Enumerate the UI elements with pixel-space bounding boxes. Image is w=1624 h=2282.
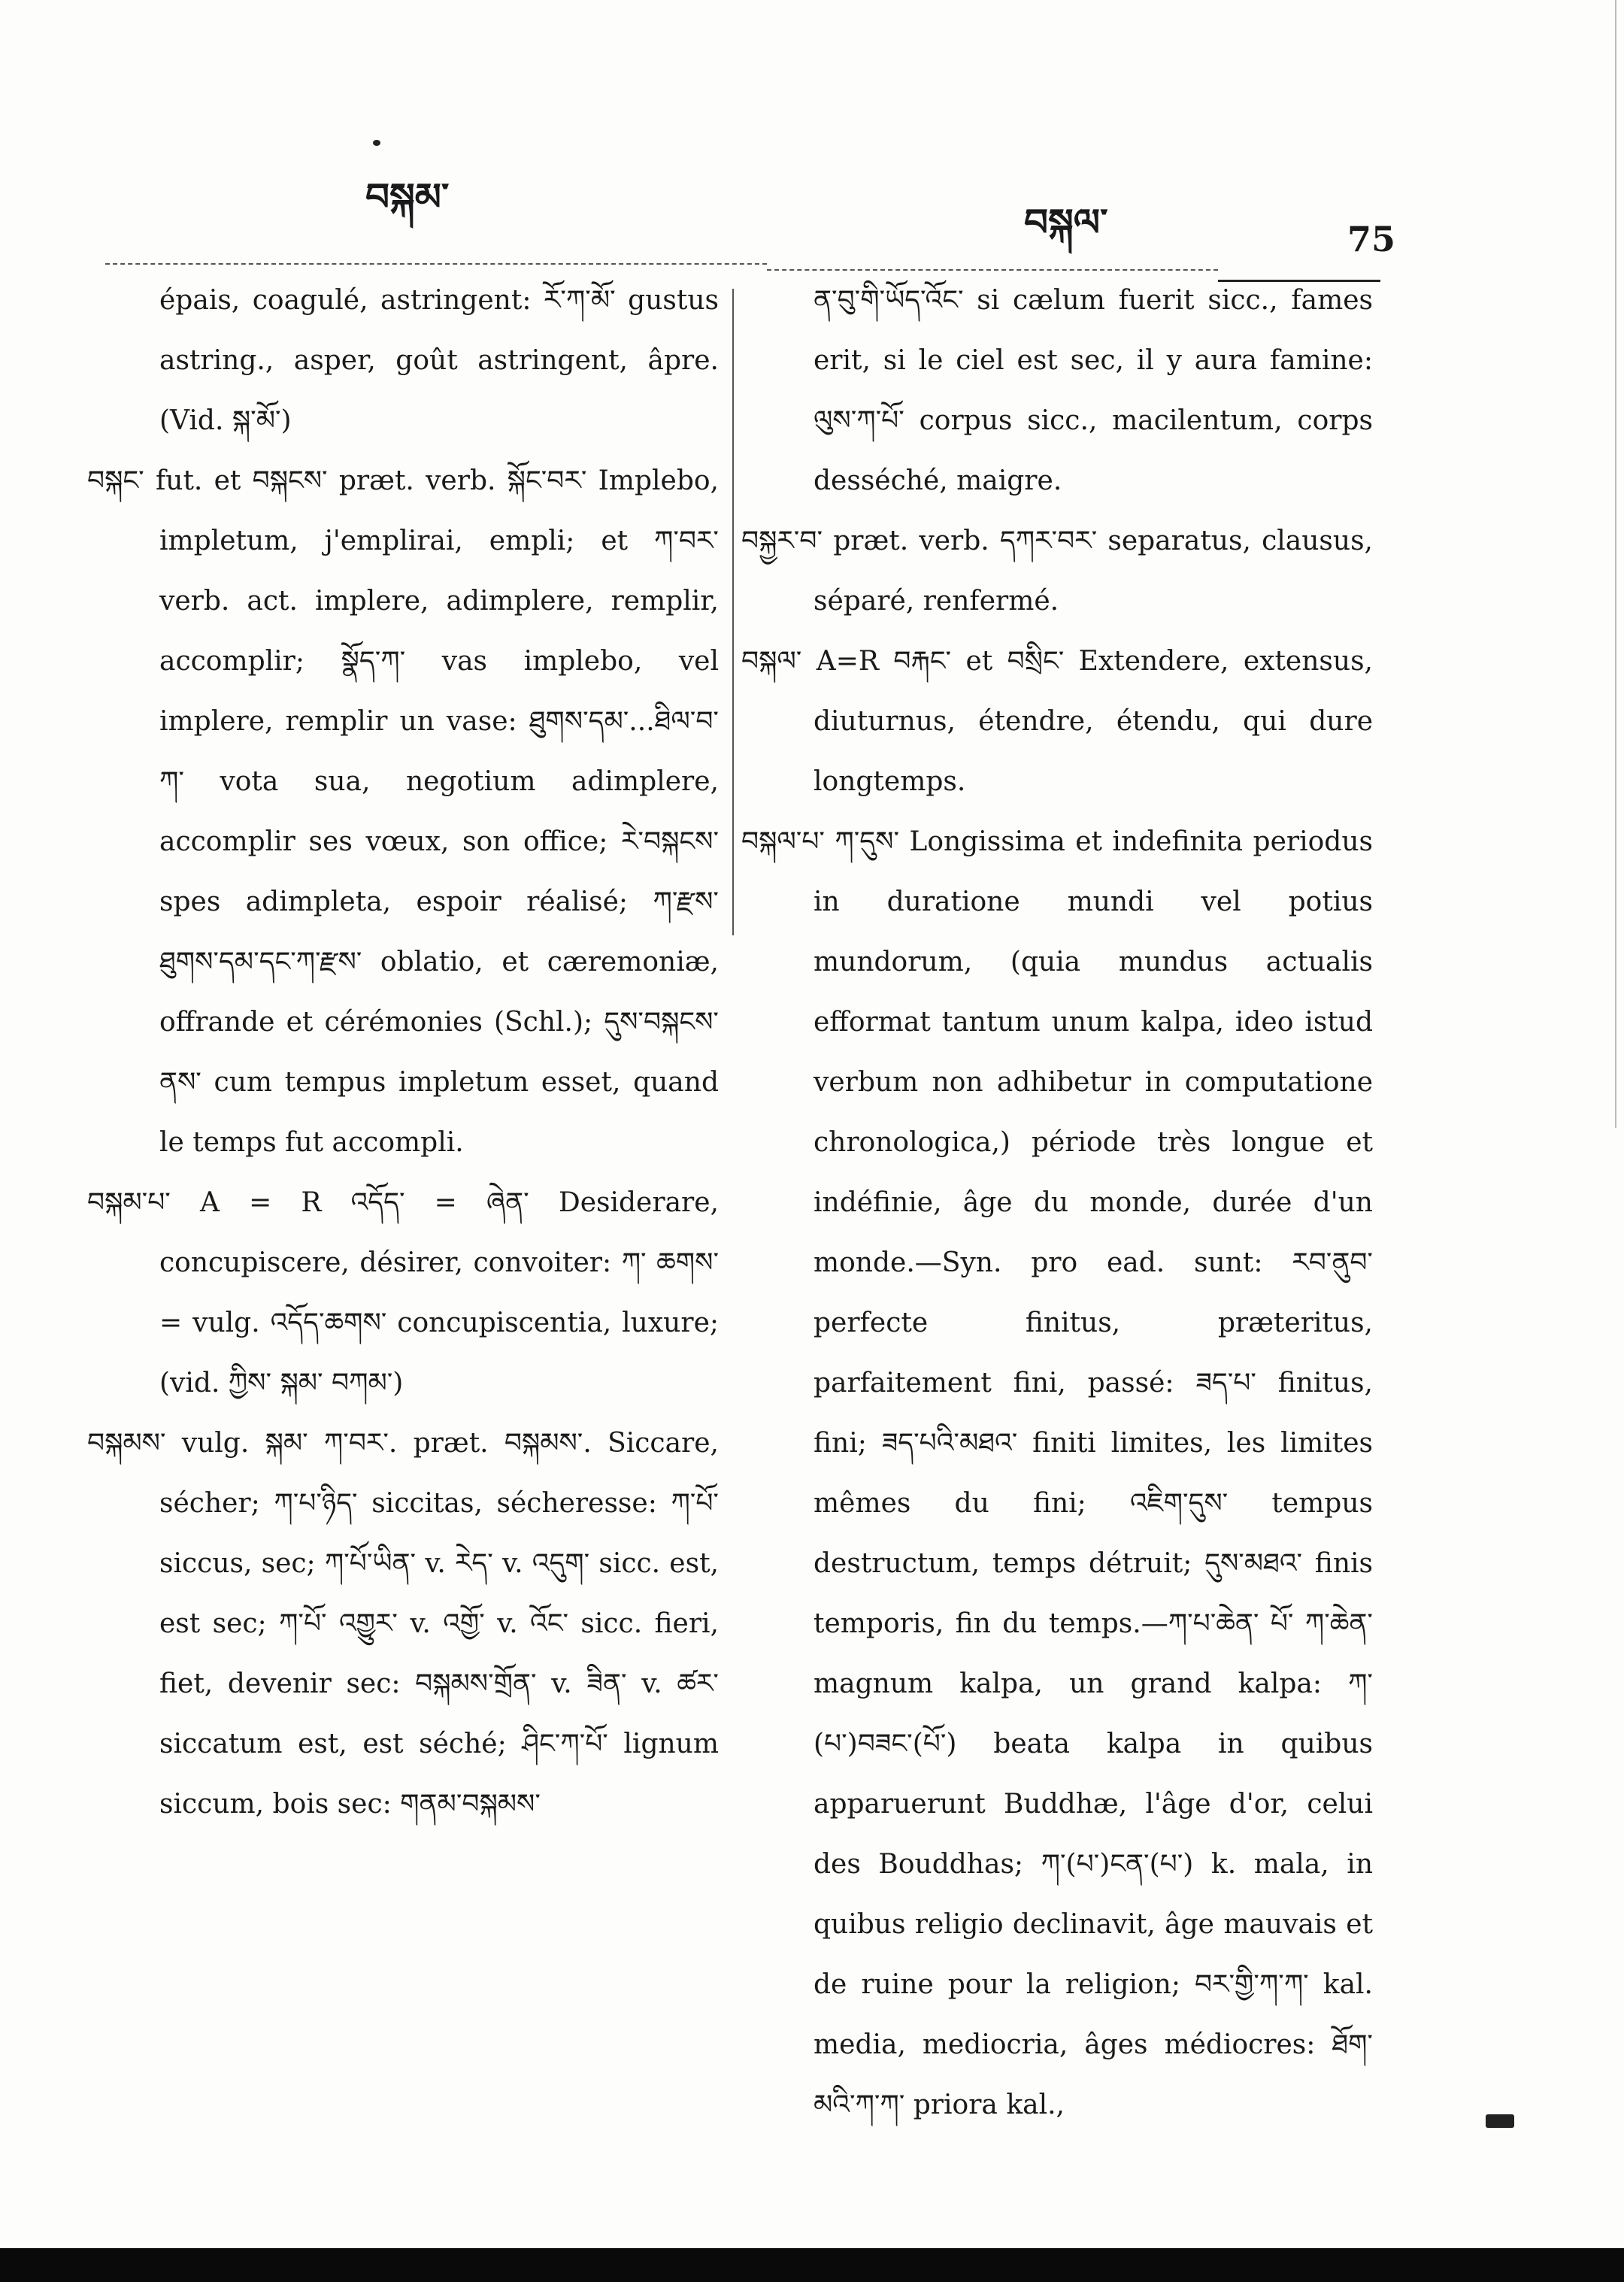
dictionary-entry: བསྐང་ fut. et བསྐངས་ præt. verb. སྐོང་བར་ Implebo, impletum, j'emplirai, empli; et ཀ་བར་ verb. act. implere, adimplere, remplir, accomplir; སྣོད་ཀ་ vas implebo, vel implere, remplir un vase: ཐུགས་དམ་...ཐིལ་བ་ཀ་ vota sua, negotium adimplere, accomplir ses vœux, son office; རེ་བསྐངས་ spes adimpleta, espoir réalisé; ཀ་རྫས་ ཐུགས་དམ་དང་ཀ་རྫས་ oblatio, et cæremoniæ, offrande et cérémonies (Schl.); དུས་བསྐངས་ནས་ cum tempus impletum esset, quand le temps fut accompli. bbox=[87, 465, 719, 1158]
column-divider bbox=[732, 289, 734, 935]
dictionary-entry: བསྐྱར་བ་ præt. verb. དཀར་བར་ separatus, clausus, séparé, renfermé. bbox=[741, 526, 1373, 617]
dictionary-entry: épais, coagulé, astringent: རོ་ཀ་མོ་ gustus astring., asper, goût astringent, âpre. (Vid. སྐ་མོ་) bbox=[159, 285, 719, 436]
scan-edge bbox=[1615, 0, 1616, 1128]
left-running-head: བསྐམ་ bbox=[365, 174, 450, 219]
left-column bbox=[87, 271, 719, 1835]
dictionary-entry: བསྐལ་པ་ ཀ་དུས་ Longissima et indefinita periodus in duratione mundi vel potius mundorum, (quia mundus actualis efformat tantum unum kalpa, ideo istud verbum non adhibetur in computatione chronologica,) période très longue et indéfinie, âge du monde, durée d'un monde.—Syn. pro ead. sunt: རབ་ནུབ་ perfecte finitus, præteritus, parfaitement fini, passé: ཟད་པ་ finitus, fini; ཟད་པའི་མཐའ་ finiti limites, les limites mêmes du fini; འཇིག་དུས་ tempus destructum, temps détruit; དུས་མཐའ་ finis temporis, fin du temps.—ཀ་པ་ཆེན་ པོ་ ཀ་ཆེན་ magnum kalpa, un grand kalpa: ཀ་(པ་)བཟང་(པོ་) beata kalpa in quibus apparuerunt Buddhæ, l'âge d'or, celui des Bouddhas; ཀ་(པ་)ངན་(པ་) k. mala, in quibus religio declinavit, âge mauvais et de ruine pour la religion; བར་གྱི་ཀ་ཀ་ kal. media, mediocria, âges médiocres: ཐོག་མའི་ཀ་ཀ་ priora kal., bbox=[741, 826, 1373, 2120]
page-number: 75 bbox=[1347, 219, 1396, 259]
dictionary-entry: བསྐལ་ A=R བརྐང་ et བསྲིང་ Extendere, extensus, diuturnus, étendre, étendu, qui dure longtemps. bbox=[741, 646, 1373, 797]
margin-mark bbox=[1486, 2114, 1514, 2128]
print-speck bbox=[373, 140, 380, 146]
right-column bbox=[741, 271, 1373, 2135]
right-running-head: བསྐལ་ bbox=[1024, 200, 1108, 244]
scan-bottom-bar bbox=[0, 2248, 1624, 2282]
dictionary-entry: བསྐམ་པ་ A = R འདོད་ = ཞེན་ Desiderare, concupiscere, désirer, convoiter: ཀ་ ཆགས་ = vulg. འདོད་ཆགས་ concupiscentia, luxure; (vid. ཀྱིས་ སྐམ་ བཀམ་) bbox=[87, 1187, 719, 1399]
dictionary-entry: ན་བུ་གི་ཡོད་འོང་ si cælum fuerit sicc., fames erit, si le ciel est sec, il y aura famine: ལུས་ཀ་པོ་ corpus sicc., macilentum, corps desséché, maigre. bbox=[814, 285, 1373, 496]
header-rule-left bbox=[105, 263, 767, 265]
dictionary-entry: བསྐམས་ vulg. སྐམ་ ཀ་བར་. præt. བསྐམས་. Siccare, sécher; ཀ་པ་ཉིད་ siccitas, sécheresse: ཀ་པོ་ siccus, sec; ཀ་པོ་ཡིན་ v. རེད་ v. འདུག་ sicc. est, est sec; ཀ་པོ་ འགྱུར་ v. འགྱོ་ v. འོང་ sicc. fieri, fiet, devenir sec: བསྐམས་གྲོན་ v. ཟིན་ v. ཚར་ siccatum est, est séché; ཤིང་ཀ་པོ་ lignum siccum, bois sec: གནམ་བསྐམས་ bbox=[87, 1428, 719, 1820]
